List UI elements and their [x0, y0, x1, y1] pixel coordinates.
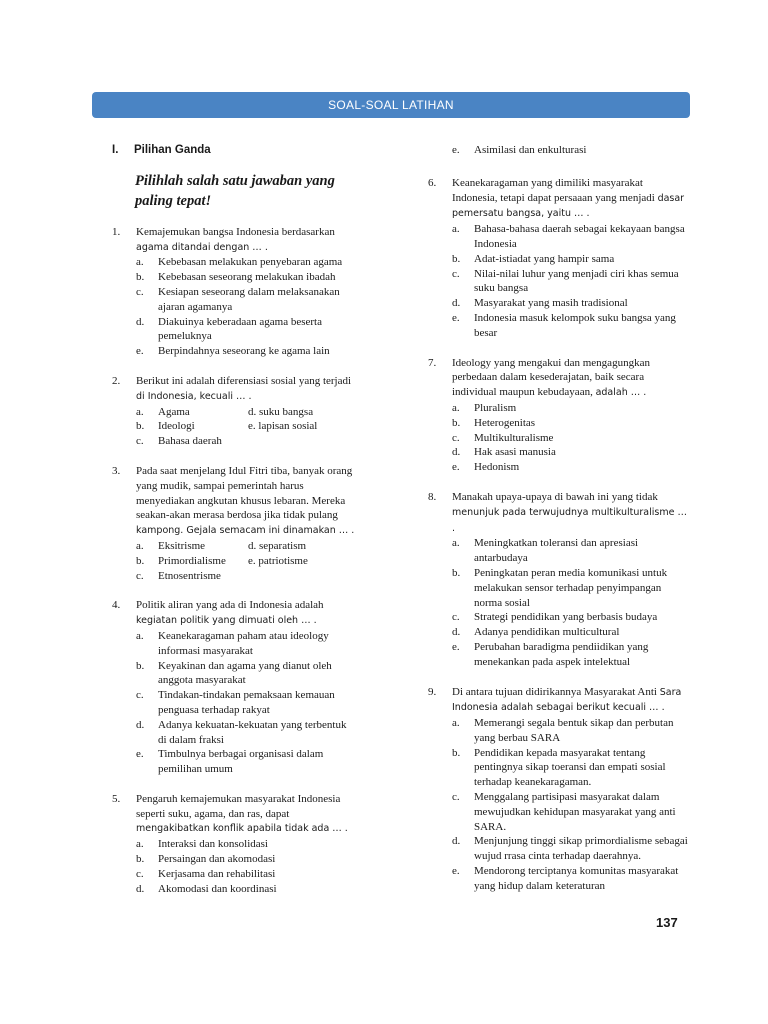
option: [452, 416, 690, 431]
option-text: Bahasa daerah: [158, 435, 222, 448]
option: [136, 405, 248, 420]
option-text: Hedonism: [474, 461, 520, 474]
option: d. suku bangsa: [248, 405, 314, 418]
option-letter: e.: [136, 345, 144, 358]
option-text: Agama: [158, 405, 190, 418]
left-column: [112, 143, 357, 911]
option: [136, 852, 357, 867]
option: [452, 640, 690, 670]
option: [136, 315, 357, 345]
question-text-main: Manakah upaya-upaya di bawah ini yang tidak: [452, 490, 658, 503]
option-letter: d.: [452, 446, 461, 459]
question: [112, 598, 357, 777]
question-text-main: Di antara tujuan didirikannya Masyarakat Anti: [452, 685, 660, 698]
option-letter: a.: [452, 717, 460, 730]
question-stem: [428, 685, 690, 717]
option-letter: c.: [452, 267, 460, 280]
option-row: [136, 569, 357, 584]
option-row: [136, 539, 357, 554]
option-text: Pendidikan kepada masyarakat tentang pentingnya sikap toeransi dan empati sosial terhadap keanekaragaman.: [474, 746, 666, 789]
question-number: 4.: [112, 599, 121, 612]
option-letter: d.: [136, 315, 145, 328]
option: [452, 716, 690, 746]
option-text: Perubahan baradigma pendiidikan yang menekankan pada aspek intelektual: [474, 640, 649, 668]
option-letter: a.: [136, 838, 144, 851]
question: [112, 464, 357, 583]
option-letter: e.: [452, 461, 460, 474]
question-number: 3.: [112, 464, 121, 477]
option-letter: e.: [136, 748, 144, 761]
option-text: Menjunjung tinggi sikap primordialisme sebagai wujud rrasa cinta terhadap daerahnya.: [474, 835, 688, 863]
option-text: Timbulnya berbagai organisasi dalam pemilihan umum: [158, 748, 324, 776]
question-text: [136, 464, 357, 539]
option: [136, 718, 357, 748]
option-text: Strategi pendidikan yang berbasis budaya: [474, 611, 658, 624]
option: [248, 434, 357, 449]
option: [452, 610, 690, 625]
option: [136, 747, 357, 777]
question-number: 7.: [428, 356, 437, 369]
question-stem: [112, 792, 357, 837]
question-text: [136, 374, 357, 405]
page-number: 137: [656, 915, 678, 930]
option-letter: e.: [452, 640, 460, 653]
question-text: [136, 792, 357, 837]
question-text-tail: mengakibatkan konflik apabila tidak ada … .: [136, 823, 348, 835]
option-letter: a.: [136, 629, 144, 642]
option: [452, 252, 690, 267]
option: [136, 659, 357, 689]
question-number: 5.: [112, 792, 121, 805]
option-text: Asimilasi dan enkulturasi: [474, 144, 587, 156]
options: [452, 401, 690, 475]
question-stem: [112, 598, 357, 629]
option-text: Kerjasama dan rehabilitasi: [158, 867, 276, 880]
options: [136, 837, 357, 896]
option-row: [136, 405, 357, 420]
question-text: [452, 176, 690, 222]
option: [136, 434, 248, 449]
question-list-right: [428, 176, 690, 894]
option-text: Kebebasan melakukan penyebaran agama: [158, 256, 343, 269]
option-letter: d.: [136, 718, 145, 731]
option-text: Etnosentrisme: [158, 569, 221, 582]
option-letter: c.: [136, 435, 144, 448]
question-text-main: Pada saat menjelang Idul Fitri tiba, banyak orang yang mudik, sampai pemerintah harus menyediakan angkutan khusus lebaran. Mereka seakan-akan merasa berdosa jika tidak pulang: [136, 464, 353, 522]
option-row: [136, 419, 357, 434]
option-letter: c.: [452, 611, 460, 624]
options: [136, 405, 357, 449]
question-stem: [428, 490, 690, 536]
option-text: Hak asasi manusia: [474, 446, 556, 459]
question-number: 6.: [428, 176, 437, 189]
option: [452, 143, 690, 158]
right-column: [428, 143, 690, 909]
option-letter: c.: [136, 285, 144, 298]
question: [112, 374, 357, 449]
question-stem: [112, 225, 357, 256]
option-text: Menggalang partisipasi masyarakat dalam mewujudkan kehidupan masyarakat yang anti SARA.: [474, 791, 676, 833]
question-text-main: Keanekaragaman yang dimiliki masyarakat Indonesia, tetapi dapat persaaan yang menjadi: [452, 176, 658, 204]
options: [452, 222, 690, 340]
question-stem: [428, 356, 690, 401]
question: [112, 225, 357, 359]
option-letter: d.: [452, 626, 461, 639]
question-number: 2.: [112, 374, 121, 387]
options: [136, 255, 357, 359]
question-text-main: Berikut ini adalah diferensiasi sosial yang terjadi: [136, 374, 352, 387]
option-text: Interaksi dan konsolidasi: [158, 838, 268, 851]
option-text: Adanya kekuatan-kekuatan yang terbentuk di dalam fraksi: [158, 718, 347, 746]
option-text: Adanya pendidikan multicultural: [474, 626, 620, 639]
option-text: Meningkatkan toleransi dan apresiasi antarbudaya: [474, 537, 639, 565]
option-text: Nilai-nilai luhur yang menjadi ciri khas semua suku bangsa: [474, 267, 679, 295]
option-text: Pluralism: [474, 401, 517, 414]
option-text: Ideologi: [158, 420, 195, 433]
instruction: Pilihlah salah satu jawaban yang paling tepat!: [135, 172, 335, 209]
question-stem: [112, 464, 357, 539]
option: [136, 285, 357, 315]
options: [452, 716, 690, 894]
option: e. patriotisme: [248, 554, 308, 567]
option-letter: c.: [136, 569, 144, 582]
option-letter: b.: [452, 746, 461, 759]
question-text-main: Pengaruh kemajemukan masyarakat Indonesia seperti suku, agama, dan ras, dapat: [136, 792, 341, 820]
option-letter: b.: [136, 659, 145, 672]
option-text: Adat-istiadat yang hampir sama: [474, 252, 615, 265]
section-header-bar: [92, 92, 690, 118]
option-text: Memerangi segala bentuk sikap dan perbutan yang berbau SARA: [474, 717, 674, 744]
question-text-tail: kampong. Gejala semacam ini dinamakan … .: [136, 525, 355, 537]
question-text-tail: agama ditandai dengan … .: [136, 241, 268, 253]
option-letter: a.: [452, 401, 460, 414]
question: [428, 176, 690, 341]
option-text: Kebebasan seseorang melakukan ibadah: [158, 271, 336, 284]
option-letter: d.: [452, 835, 461, 848]
option-letter: b.: [136, 853, 145, 866]
option-letter: b.: [452, 416, 461, 429]
option: [136, 344, 357, 359]
option: [452, 864, 690, 894]
option: [452, 445, 690, 460]
header-title: SOAL-SOAL LATIHAN: [328, 98, 454, 112]
option: [452, 311, 690, 341]
question-text-tail: menunjuk pada terwujudnya multikulturalisme … .: [452, 506, 687, 534]
question-text-main: Ideology yang mengakui dan mengagungkan perbedaan dalam kesederajatan, baik secara individual maupun kebudayaan,: [452, 356, 650, 399]
option: [452, 625, 690, 640]
question-number: 1.: [112, 225, 121, 238]
option: [136, 270, 357, 285]
option: [136, 867, 357, 882]
question-text: [452, 685, 690, 717]
option-letter: b.: [452, 566, 461, 579]
question-text-tail: kegiatan politik yang dimuati oleh … .: [136, 615, 317, 627]
question-text-tail: Sara Indonesia adalah sebagai berikut kecuali … .: [452, 686, 682, 714]
option-letter: e.: [452, 865, 460, 878]
option-text: Peningkatan peran media komunikasi untuk melakukan sensor terhadap penyimpangan norma sosial: [474, 566, 668, 609]
option-letter: d.: [136, 882, 145, 895]
option: [452, 746, 690, 790]
question-text-tail: dasar pemersatu bangsa, yaitu … .: [452, 192, 685, 220]
question-number: 8.: [428, 490, 437, 503]
options: [136, 539, 357, 583]
option-text: Bahasa-bahasa daerah sebagai kekayaan bangsa Indonesia: [474, 223, 685, 250]
option-letter: a.: [452, 223, 460, 236]
option: [452, 460, 690, 475]
option: [452, 222, 690, 252]
option: [136, 554, 248, 569]
option-text: Eksitrisme: [158, 539, 206, 552]
option-letter: b.: [136, 271, 145, 284]
option-text: Indonesia masuk kelompok suku bangsa yang besar: [474, 311, 676, 339]
option-text: Persaingan dan akomodasi: [158, 853, 276, 866]
question: [112, 792, 357, 897]
option-letter: c.: [136, 867, 144, 880]
option-letter: b.: [452, 252, 461, 265]
option-letter: b.: [136, 554, 145, 567]
option: [136, 688, 357, 718]
option-text: Mendorong terciptanya komunitas masyarakat yang hidup dalam keteraturan: [474, 865, 679, 892]
option-letter: a.: [452, 537, 460, 550]
option: [136, 539, 248, 554]
option: [452, 267, 690, 297]
option: [452, 834, 690, 864]
option-text: Multikulturalisme: [474, 431, 554, 444]
option: [136, 255, 357, 270]
section-title: Pilihan Ganda: [134, 144, 211, 156]
option: [136, 419, 248, 434]
option-text: Kesiapan seseorang dalam melaksanakan ajaran agamanya: [158, 285, 340, 313]
option-letter: c.: [136, 689, 144, 702]
option: e. lapisan sosial: [248, 420, 318, 433]
question-text: [136, 225, 357, 256]
question: [428, 490, 690, 670]
question-list-left: [112, 225, 357, 897]
option: d. separatism: [248, 539, 307, 552]
option-text: Masyarakat yang masih tradisional: [474, 297, 628, 310]
option-letter: a.: [136, 256, 144, 269]
question: [428, 356, 690, 475]
question-number: 9.: [428, 685, 437, 698]
option-text: Berpindahnya seseorang ke agama lain: [158, 345, 330, 358]
option: [452, 536, 690, 566]
option-letter: c.: [452, 431, 460, 444]
option: [136, 837, 357, 852]
section-number: I.: [112, 144, 119, 156]
option-letter: b.: [136, 420, 145, 433]
option-text: Heterogenitas: [474, 416, 536, 429]
question-stem: [428, 176, 690, 222]
question-text-main: Politik aliran yang ada di Indonesia adalah: [136, 599, 324, 612]
option: [452, 431, 690, 446]
option: [136, 569, 248, 584]
option: [248, 569, 357, 584]
question-text: [136, 598, 357, 629]
option-text: Akomodasi dan koordinasi: [158, 882, 277, 895]
option-letter: e.: [452, 311, 460, 324]
question-5-continuation: [428, 143, 690, 158]
question-text: [452, 490, 690, 536]
option: [452, 296, 690, 311]
option-letter: d.: [452, 297, 461, 310]
option-letter: e.: [452, 144, 460, 156]
question-text-tail: di Indonesia, kecuali … .: [136, 390, 252, 402]
options: [136, 629, 357, 777]
option-text: Keanekaragaman paham atau ideology informasi masyarakat: [158, 629, 329, 657]
question-stem: [112, 374, 357, 405]
option-text: Keyakinan dan agama yang dianut oleh anggota masyarakat: [158, 659, 332, 687]
option-row: [136, 434, 357, 449]
option-text: Diakuinya keberadaan agama beserta pemeluknya: [158, 315, 322, 343]
option-text: Tindakan-tindakan pemaksaan kemauan penguasa terhadap rakyat: [158, 689, 335, 716]
question-text: [452, 356, 690, 401]
question-text-main: Kemajemukan bangsa Indonesia berdasarkan: [136, 225, 335, 238]
options: [452, 536, 690, 669]
option-row: [136, 554, 357, 569]
option-letter: c.: [452, 791, 460, 804]
section-heading: [112, 143, 357, 158]
option: [452, 401, 690, 416]
question: [428, 685, 690, 894]
question-text-tail: adalah … .: [595, 387, 647, 399]
option: [452, 790, 690, 834]
option: [136, 882, 357, 897]
option-text: Primordialisme: [158, 554, 226, 567]
option: [136, 629, 357, 659]
option-letter: a.: [136, 539, 144, 552]
option-letter: a.: [136, 405, 144, 418]
option: [452, 566, 690, 610]
